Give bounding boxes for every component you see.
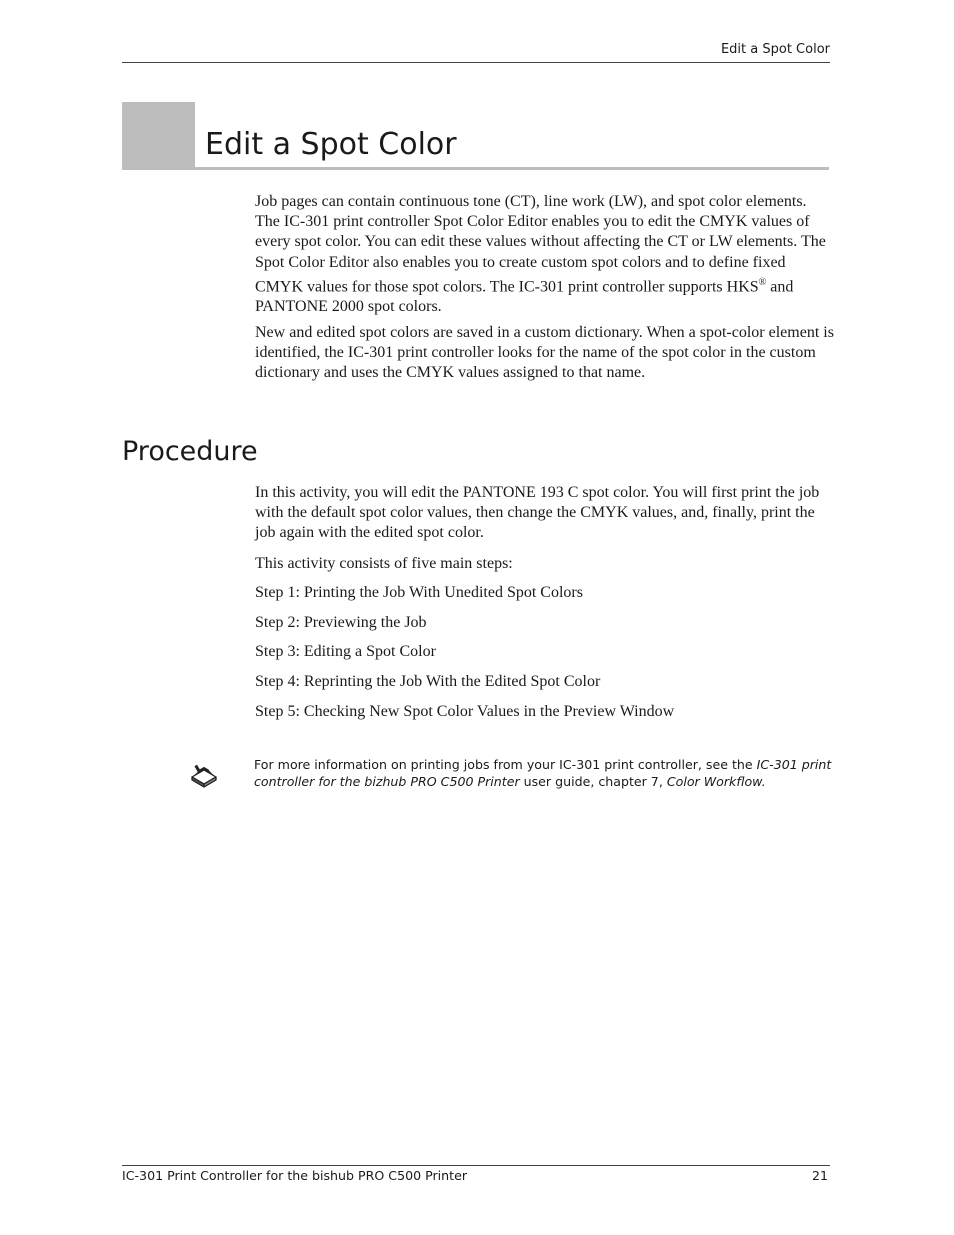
step-item-2: Step 2: Previewing the Job [255, 614, 427, 631]
title-tab-decoration [122, 102, 195, 170]
step-item-5: Step 5: Checking New Spot Color Values in the Preview Window [255, 703, 675, 720]
step-item-1: Step 1: Printing the Job With Unedited Spot Colors [255, 584, 583, 601]
page-footer [122, 1165, 830, 1188]
running-header-title: Edit a Spot Color [720, 42, 830, 57]
intro-paragraph-1-end: and PANTONE 2000 spot colors. [255, 278, 794, 316]
registered-mark: ® [758, 276, 767, 288]
footer-document-title: IC-301 Print Controller for the bishub PRO C500 Printer [122, 1168, 468, 1183]
note-chapter-title: Color Workflow. [666, 774, 766, 789]
note-pad-icon [190, 764, 218, 790]
intro-paragraph-1-text: Job pages can contain continuous tone (CT), line work (LW), and spot color elements. The IC-301 print controller Spot Color Editor enables you to edit the CMYK values of every spot color. You can edit these values without affecting the CT or LW elements. The Spot Color Editor also enables you to create custom spot colors and to define fixed CMYK values for those spot colors. The IC-301 print controller supports HKS [255, 193, 826, 296]
note-text-start: For more information on printing jobs from your IC-301 print controller, see the [254, 757, 757, 772]
running-header [122, 40, 830, 63]
title-block [122, 102, 829, 171]
note-text-middle: user guide, chapter 7, [519, 774, 667, 789]
procedure-paragraph-2: This activity consists of five main steps: [255, 555, 513, 572]
section-heading-procedure: Procedure [122, 436, 258, 467]
title-rule [195, 167, 829, 170]
intro-paragraph-2: New and edited spot colors are saved in a custom dictionary. When a spot-color element is identified, the IC-301 print controller looks for the name of the spot color in the custom dictionary and uses the CMYK values assigned to that name. [255, 324, 834, 382]
note-text [254, 756, 834, 790]
step-item-3: Step 3: Editing a Spot Color [255, 643, 436, 660]
procedure-paragraph-1: In this activity, you will edit the PANTONE 193 C spot color. You will first print the job with the default spot color values, then change the CMYK values, and, finally, print the job again with the edited spot color. [255, 484, 820, 542]
intro-paragraph-1 [255, 192, 835, 318]
step-item-4: Step 4: Reprinting the Job With the Edited Spot Color [255, 673, 601, 690]
note-guide-title: IC-301 print controller for the bizhub PRO C500 Printer [254, 757, 832, 789]
footer-page-number: 21 [811, 1168, 828, 1183]
page-title: Edit a Spot Color [205, 127, 457, 162]
